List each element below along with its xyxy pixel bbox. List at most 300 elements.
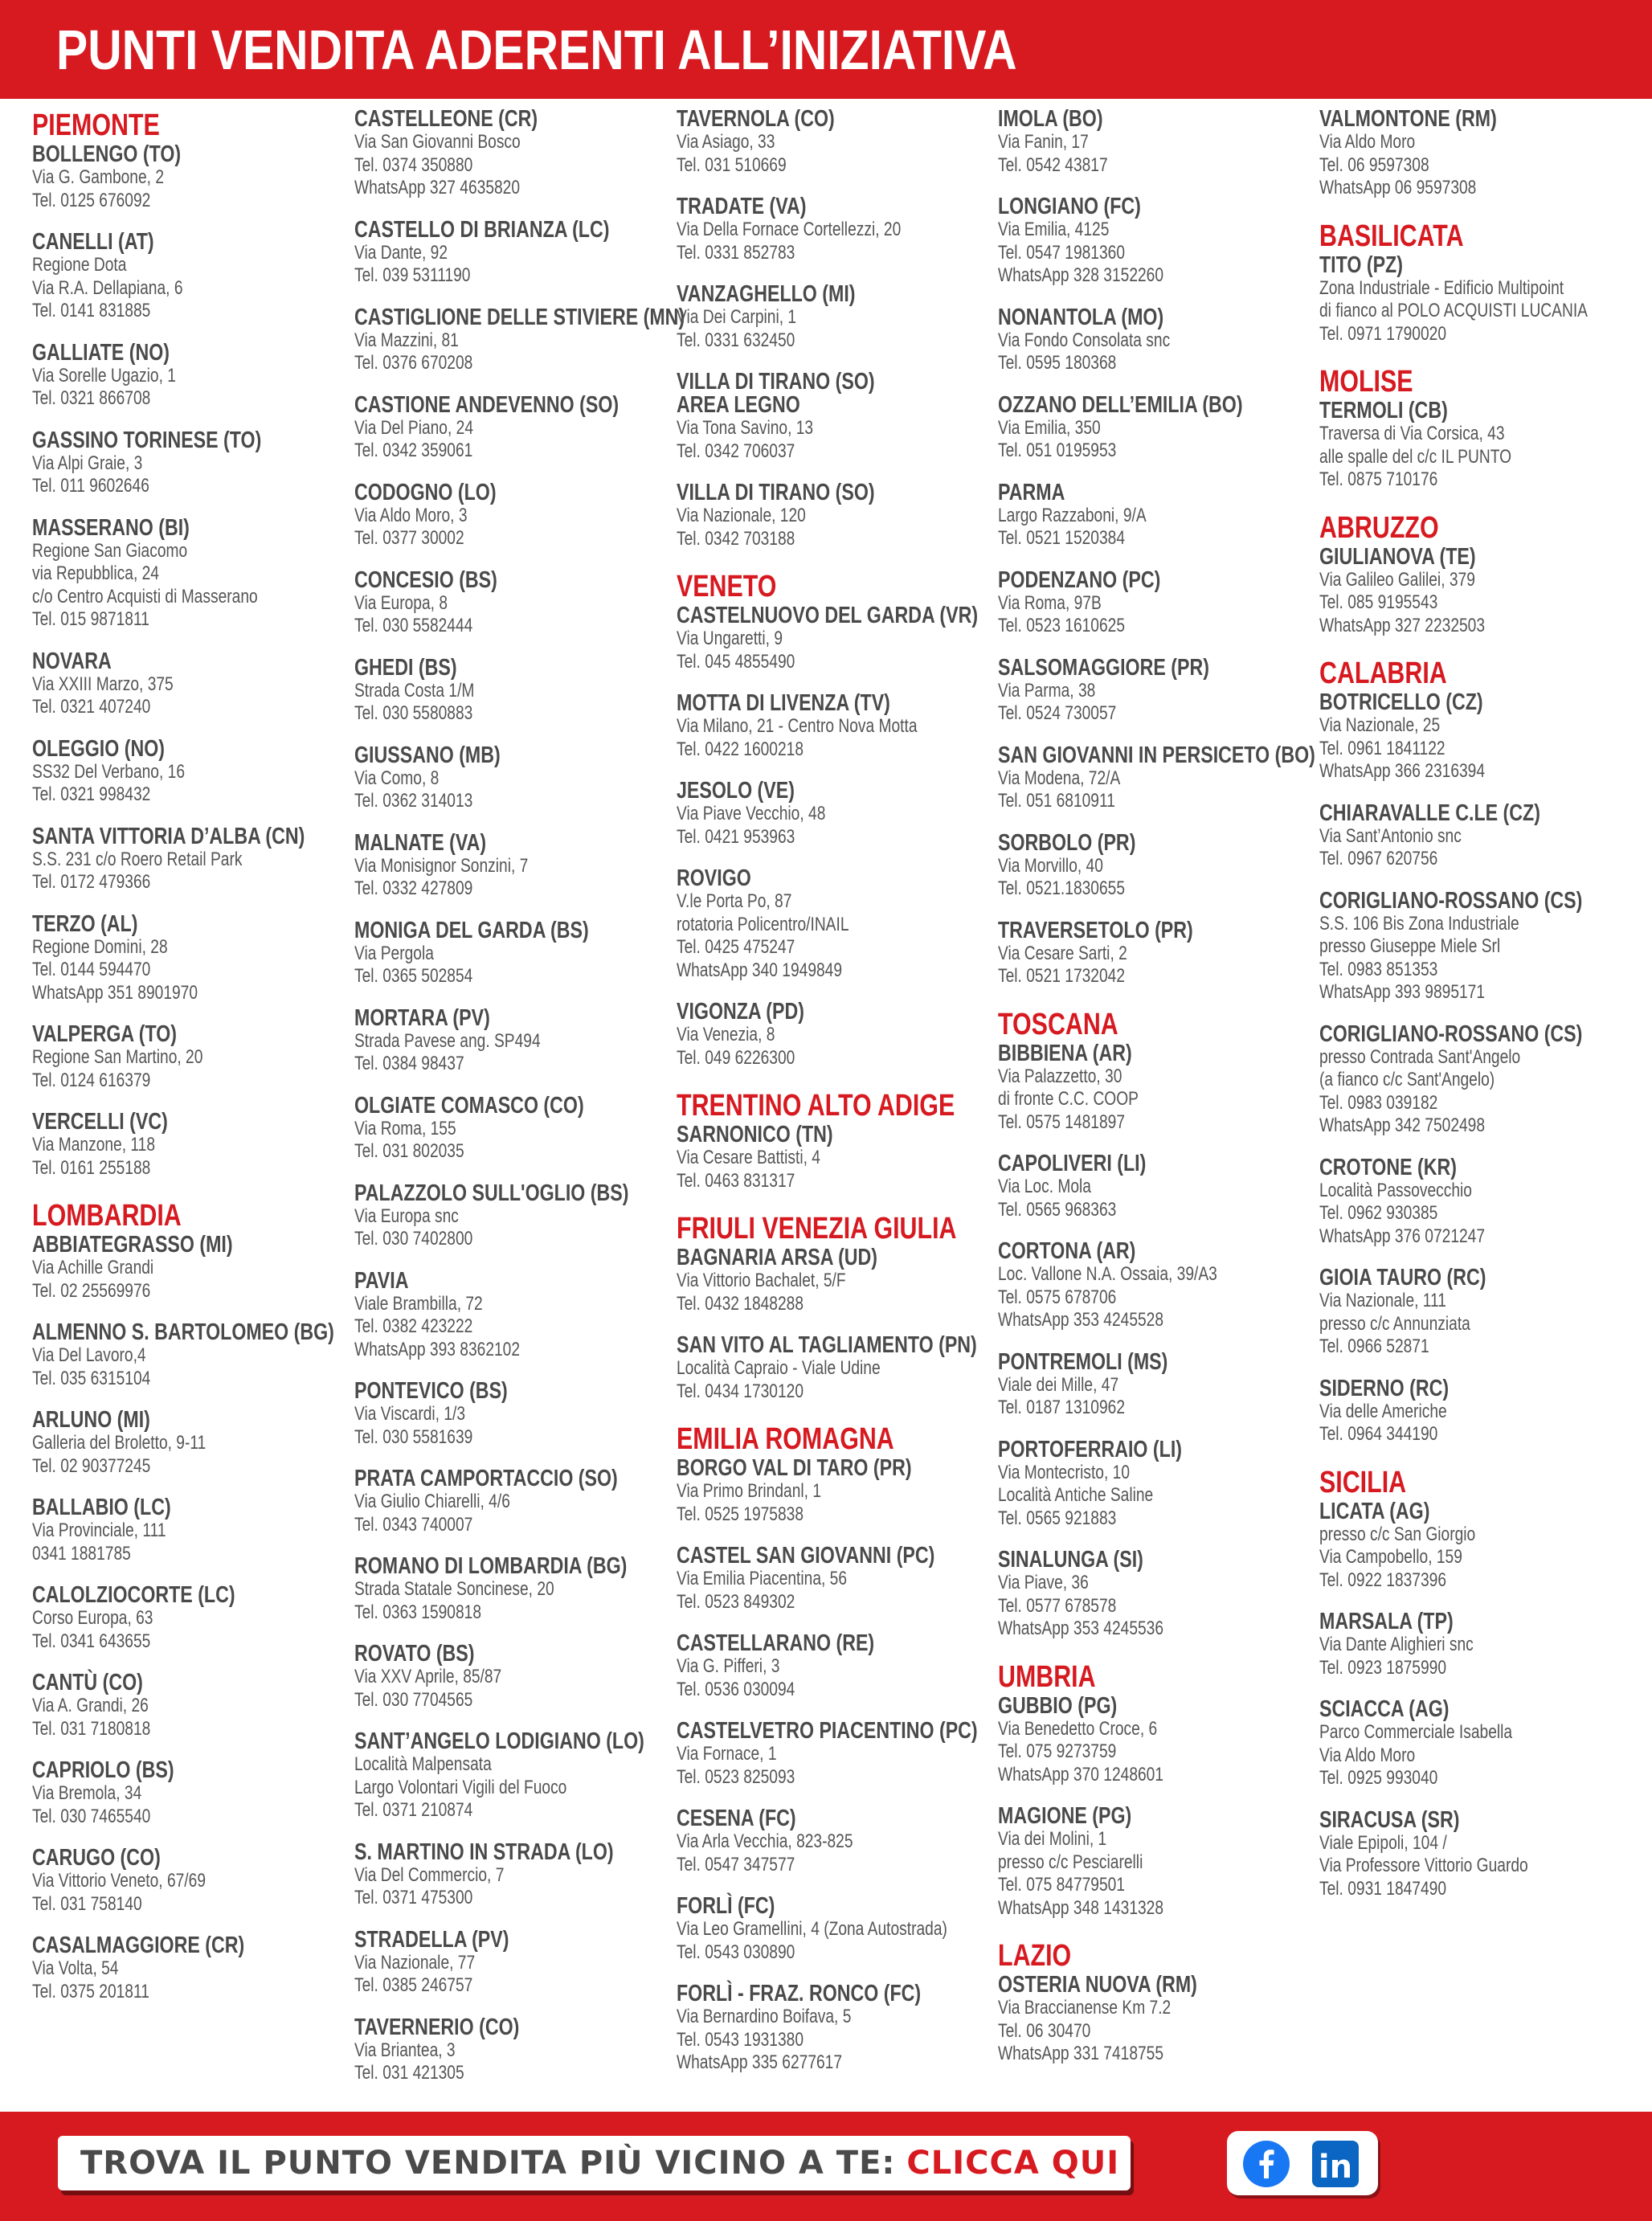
store-entry [677,1895,998,1964]
store-name: ROMANO DI LOMBARDIA (BG) [354,1553,628,1579]
store-name: FORLÌ - FRAZ. RONCO (FC) [677,1981,922,2006]
store-name: VALPERGA (TO) [32,1021,178,1047]
store-detail: Tel. 0382 423222 [354,1315,473,1337]
store-name: BOLLENGO (TO) [32,141,182,167]
column-4 [998,108,1319,2084]
store-detail: Tel. 0547 1981360 [998,241,1126,264]
store-detail: Tel. 0432 1848288 [677,1292,804,1315]
store-detail: Località Capraio - Viale Udine [677,1357,881,1379]
store-entry [354,304,685,375]
store-name: MARSALA (TP) [1319,1609,1454,1634]
store-detail: Largo Volontari Vigili del Fuoco [354,1776,567,1798]
store-entry [1319,1698,1641,1790]
store-entry [354,1004,676,1076]
store-entry [677,1982,998,2075]
store-name: SORBOLO (PR) [998,829,1136,856]
store-name: NOVARA [32,648,112,674]
store-entry [32,429,354,498]
store-detail: Via delle Americhe [1319,1400,1447,1422]
store-entry [354,1642,676,1712]
store-detail: WhatsApp 393 8362102 [354,1338,521,1360]
store-detail: Tel. 0342 703188 [677,527,795,550]
store-detail: Via Montecristo, 10 [998,1461,1130,1483]
store-name: CHIARAVALLE C.LE (CZ) [1319,800,1540,826]
store-detail: Tel. 031 421305 [354,2062,464,2084]
store-detail: Via Emilia, 350 [998,416,1101,439]
store-entry [354,1841,676,1910]
store-name: PONTEVICO (BS) [354,1378,508,1404]
store-detail: Tel. 0536 030094 [677,1678,795,1700]
store-detail: Tel. 030 5580883 [354,702,473,724]
store-detail: rotatoria Policentro/INAIL [677,913,849,935]
region-heading: SICILIA [1319,1465,1407,1499]
store-entry [32,1409,354,1478]
store-entry [1319,887,1641,1004]
store-detail: Tel. 0575 678706 [998,1286,1117,1308]
store-group [998,108,1319,988]
store-detail: Via Manzone, 118 [32,1134,155,1155]
store-name: VILLA DI TIRANO (SO) [677,480,875,505]
store-entry [354,1926,676,1998]
store-name: CASTIGLIONE DELLE STIVIERE (MN) [354,304,685,330]
store-detail: Via Cesare Battisti, 4 [677,1147,820,1168]
store-detail: Via Achille Grandi [32,1257,154,1278]
store-detail: via Repubblica, 24 [32,562,159,584]
store-entry [32,1321,354,1390]
store-group [1319,108,1641,200]
store-name: BIBBIENA (AR) [998,1040,1132,1066]
store-detail: Via Viscardi, 1/3 [354,1403,466,1425]
store-detail: Tel. 0547 347577 [677,1853,795,1875]
store-name: CAPRIOLO (BS) [32,1757,174,1783]
store-entry [677,1807,998,1876]
facebook-icon[interactable] [1243,2141,1290,2187]
store-name: TAVERNOLA (CO) [677,106,835,132]
store-entry [1319,108,1641,200]
store-group [1319,254,1641,346]
store-entry [354,481,676,550]
store-detail: Tel. 0967 620756 [1319,848,1438,869]
store-entry [677,692,998,761]
store-detail: Via Tona Savino, 13 [677,417,814,439]
store-entry [998,1805,1319,1920]
region-heading: PIEMONTE [32,108,160,142]
store-name: VANZAGHELLO (MI) [677,281,856,307]
store-detail: di fronte C.C. COOP [998,1088,1139,1110]
store-name: CASTELLARANO (RE) [677,1630,875,1656]
store-name: NONANTOLA (MO) [998,304,1164,330]
region-heading: BASILICATA [1319,219,1464,253]
store-detail: Tel. 0923 1875990 [1319,1656,1447,1679]
store-name: CARUGO (CO) [32,1845,161,1871]
store-entry [677,779,998,849]
store-group [1319,543,1641,638]
store-entry [1319,1377,1641,1446]
store-detail: Tel. 0365 502854 [354,965,473,987]
store-detail: Via Benedetto Croce, 6 [998,1717,1158,1740]
store-detail: Tel. 031 510669 [677,153,787,176]
store-entry [1319,254,1641,346]
store-group [677,1246,998,1403]
store-entry [998,919,1319,988]
store-detail: Località Passovecchio [1319,1179,1472,1201]
store-detail: Via dei Molini, 1 [998,1828,1107,1850]
store-name: SAN VITO AL TAGLIAMENTO (PN) [677,1332,977,1358]
linkedin-icon[interactable] [1312,2141,1359,2187]
store-detail: Tel. 0595 180368 [998,352,1117,374]
store-entry [354,566,676,638]
store-detail: Via Nazionale, 25 [1319,714,1441,736]
store-name: CASTELNUOVO DEL GARDA (VR) [677,603,979,628]
store-name: ABBIATEGRASSO (MI) [32,1232,233,1258]
region-heading: TOSCANA [998,1007,1118,1041]
region-heading: LAZIO [998,1939,1072,1973]
store-detail: Via Loc. Mola [998,1176,1091,1197]
store-detail: Tel. 0321 866708 [32,387,151,409]
store-entry [677,108,998,177]
store-detail: Tel. 0371 475300 [354,1887,473,1908]
store-detail: WhatsApp 327 2232503 [1319,614,1486,636]
store-entry [354,1730,676,1822]
store-group [32,143,354,1180]
store-detail: Strada Statale Soncinese, 20 [354,1578,554,1600]
store-entry [1319,1266,1641,1359]
store-detail: Tel. 049 6226300 [677,1046,795,1069]
store-group [677,1123,998,1192]
store-name: MASSERANO (BI) [32,514,190,541]
store-name: CALOLZIOCORTE (LC) [32,1582,235,1608]
store-detail: Tel. 031 758140 [32,1892,142,1915]
store-name: OZZANO DELL’EMILIA (BO) [998,391,1243,418]
store-detail: WhatsApp 376 0721247 [1319,1225,1486,1247]
store-detail: Tel. 0343 740007 [354,1513,473,1536]
store-name: SIRACUSA (SR) [1319,1806,1460,1833]
store-detail: Via Sorelle Ugazio, 1 [32,364,176,387]
store-detail: Via Roma, 97B [998,591,1102,614]
store-entry [32,339,354,411]
store-detail: Via Alpi Graie, 3 [32,452,143,474]
store-entry [998,1548,1319,1641]
store-entry [998,195,1319,288]
store-entry [998,829,1319,901]
store-name: GHEDI (BS) [354,654,457,681]
store-detail: Via Campobello, 159 [1319,1546,1462,1568]
store-name: SALSOMAGGIORE (PR) [998,654,1209,681]
store-group [998,1042,1319,1641]
store-detail: Tel. 045 4855490 [677,650,795,673]
store-entry [677,283,998,352]
store-detail: Tel. 0342 359061 [354,440,473,461]
store-entry [677,1457,998,1526]
region-heading: VENETO [677,570,777,603]
store-entry [32,1496,354,1565]
store-detail: Via Aldo Moro [1319,131,1416,153]
store-name: TERMOLI (CB) [1319,398,1448,423]
store-detail: Regione Domini, 28 [32,935,168,958]
store-entry [354,1555,676,1624]
store-detail: Via Emilia, 4125 [998,219,1110,240]
store-detail: Via Arla Vecchia, 823-825 [677,1830,853,1852]
store-name: SCIACCA (AG) [1319,1696,1450,1722]
store-entry [1319,399,1641,492]
store-detail: WhatsApp 342 7502498 [1319,1115,1486,1136]
store-entry [998,108,1319,177]
store-entry [32,1233,354,1303]
linkedin-label: in [1318,2149,1353,2186]
store-detail: Tel. 0144 594470 [32,959,151,980]
store-group [1319,399,1641,492]
store-detail: Via Fornace, 1 [677,1743,777,1765]
store-name: CORIGLIANO-ROSSANO (CS) [1319,1021,1583,1047]
store-entry [354,216,676,288]
store-detail: Località Antiche Saline [998,1484,1154,1506]
store-detail: Tel. 0542 43817 [998,153,1108,176]
store-detail: Via XXIII Marzo, 375 [32,673,174,695]
store-detail: Tel. 051 0195953 [998,440,1117,461]
store-entry [1319,543,1641,638]
store-detail: Tel. 085 9195543 [1319,591,1438,613]
store-name: VALMONTONE (RM) [1319,106,1497,132]
store-detail: Tel. 0931 1847490 [1319,1877,1447,1900]
store-entry [354,1467,676,1536]
find-store-button[interactable] [58,2136,1131,2190]
store-name: MORTARA (PV) [354,1004,490,1031]
store-group [1319,691,1641,1446]
store-name: TITO (PZ) [1319,252,1403,278]
store-detail: Via Aldo Moro [1319,1744,1416,1766]
store-group [32,1233,354,2003]
store-detail: Viale dei Mille, 47 [998,1373,1119,1396]
store-name: CROTONE (KR) [1319,1154,1457,1180]
store-detail: Strada Pavese ang. SP494 [354,1029,541,1052]
store-detail: Via Cesare Sarti, 2 [998,942,1127,964]
store-detail: Tel. 0374 350880 [354,153,473,176]
store-entry [998,566,1319,638]
column-3 [677,108,998,2093]
store-entry [32,825,354,894]
store-entry [354,744,676,813]
store-name: PONTREMOLI (MS) [998,1348,1168,1375]
store-detail: Via Europa snc [354,1205,459,1227]
store-detail: WhatsApp 328 3152260 [998,264,1164,286]
store-name: TAVERNERIO (CO) [354,2014,520,2040]
store-name: BALLABIO (LC) [32,1495,171,1520]
store-entry [1319,1156,1641,1249]
store-name: OLGIATE COMASCO (CO) [354,1092,584,1119]
store-name: SARNONICO (TN) [677,1122,833,1147]
store-detail: Tel. 0925 993040 [1319,1767,1438,1789]
region-heading: UMBRIA [998,1659,1096,1694]
region-heading: MOLISE [1319,365,1413,399]
store-entry [998,1348,1319,1420]
store-detail: Via San Giovanni Bosco [354,131,521,153]
store-name: OLEGGIO (NO) [32,735,165,762]
store-detail: Tel. 0377 30002 [354,527,464,549]
store-name: S. MARTINO IN STRADA (LO) [354,1839,614,1865]
store-entry [677,1632,998,1701]
store-detail: Tel. 0922 1837396 [1319,1569,1447,1591]
store-detail: presso c/c San Giorgio [1319,1523,1476,1545]
store-entry [354,1380,676,1449]
store-entry [32,1934,354,2003]
store-detail: Via Venezia, 8 [677,1024,775,1045]
store-detail: Tel. 0961 1841122 [1319,737,1446,759]
store-detail: Via Dei Carpini, 1 [677,306,797,328]
store-name: PRATA CAMPORTACCIO (SO) [354,1466,618,1491]
store-detail: WhatsApp 393 9895171 [1319,981,1486,1003]
store-group [677,108,998,550]
store-detail: Tel. 030 7465540 [32,1805,151,1827]
store-name: CANTÙ (CO) [32,1670,143,1695]
store-name: PODENZANO (PC) [998,566,1161,593]
store-name: ALMENNO S. BARTOLOMEO (BG) [32,1319,334,1345]
store-detail: Tel. 0521 1520384 [998,527,1126,549]
store-detail: Via Della Fornace Cortellezzi, 20 [677,219,902,240]
store-name: CASTEL SAN GIOVANNI (PC) [677,1543,935,1569]
store-name: STRADELLA (PV) [354,1926,509,1953]
store-detail: Corso Europa, 63 [32,1607,153,1629]
store-detail: WhatsApp 335 6277617 [677,2051,843,2073]
store-detail: Tel. 075 84779501 [998,1874,1126,1896]
store-detail: Via Briantea, 3 [354,2039,456,2061]
store-detail: Via Nazionale, 111 [1319,1290,1446,1311]
store-entry [677,370,998,463]
store-detail: Tel. 011 9602646 [32,475,149,497]
store-name: PARMA [998,479,1065,505]
store-name: CASALMAGGIORE (CR) [32,1933,245,1958]
store-detail: Tel. 0363 1590818 [354,1601,482,1623]
store-detail: SS32 Del Verbano, 16 [32,760,186,783]
store-detail: Strada Costa 1/M [354,679,475,701]
region-heading: TRENTINO ALTO ADIGE [677,1089,955,1123]
store-detail: Tel. 06 30470 [998,2019,1091,2042]
store-detail: Tel. 0577 678578 [998,1594,1117,1617]
store-detail: Tel. 0463 831317 [677,1169,795,1192]
store-detail: Tel. 0565 921883 [998,1507,1117,1529]
store-name: GIOIA TAURO (RC) [1319,1265,1486,1290]
store-detail: WhatsApp 327 4635820 [354,177,521,198]
store-name: CESENA (FC) [677,1806,796,1831]
store-detail: Zona Industriale - Edificio Multipoint [1319,276,1564,299]
page-title: PUNTI VENDITA ADERENTI ALL’INIZIATIVA [56,18,1017,81]
store-detail: WhatsApp 353 4245528 [998,1309,1164,1331]
store-name: SAN GIOVANNI IN PERSICETO (BO) [998,742,1315,768]
store-entry [677,1334,998,1403]
store-detail: Via Ungaretti, 9 [677,628,783,649]
footer-bar [0,2112,1652,2221]
store-group [1319,1500,1641,1901]
store-entry [354,656,676,726]
store-detail: Tel. 0983 851353 [1319,958,1438,980]
store-detail: Tel. 0332 427809 [354,877,473,899]
store-detail: Parco Commerciale Isabella [1319,1721,1513,1743]
store-detail: Tel. 0125 676092 [32,189,151,211]
store-name: SANT’ANGELO LODIGIANO (LO) [354,1728,644,1754]
store-detail: WhatsApp 353 4245536 [998,1618,1164,1639]
store-entry [998,1042,1319,1135]
store-detail: Tel. 030 5582444 [354,615,473,636]
store-detail: Via Giulio Chiarelli, 4/6 [354,1491,510,1512]
store-detail: Tel. 0172 479366 [32,871,151,893]
store-detail: Via Piave Vecchio, 48 [677,803,826,824]
store-detail: Tel. 0331 632450 [677,329,795,351]
page-header [0,0,1652,99]
social-links [1227,2131,1378,2195]
store-name: SANTA VITTORIA D’ALBA (CN) [32,823,305,849]
store-name: CASTELLEONE (CR) [354,106,538,132]
store-detail: Tel. 0523 849302 [677,1590,795,1613]
store-name: JESOLO (VE) [677,778,795,804]
store-detail: Tel. 031 802035 [354,1140,464,1162]
store-detail: Via Morvillo, 40 [998,854,1103,877]
store-detail: Galleria del Broletto, 9-11 [32,1432,206,1454]
store-name: CORIGLIANO-ROSSANO (CS) [1319,887,1583,914]
store-name: ROVATO (BS) [354,1641,475,1667]
store-entry [354,1267,676,1362]
store-group [677,604,998,1070]
store-detail: Traversa di Via Corsica, 43 [1319,423,1505,444]
store-entry [998,1692,1319,1787]
store-name: LICATA (AG) [1319,1498,1430,1524]
store-detail: Tel. 031 7180818 [32,1717,151,1740]
store-entry [998,1438,1319,1531]
store-detail: Via Roma, 155 [354,1117,456,1139]
store-name: VIGONZA (PD) [677,999,804,1025]
store-detail: Via G. Gambone, 2 [32,166,165,188]
store-detail: Tel. 0964 344190 [1319,1423,1438,1445]
region-heading: LOMBARDIA [32,1199,182,1233]
column-2 [354,106,685,2104]
store-detail: Via Dante, 92 [354,241,448,264]
store-group [354,106,685,2085]
store-group [677,1457,998,2075]
store-entry [677,1720,998,1789]
store-detail: Tel. 030 7402800 [354,1228,473,1250]
store-name: MALNATE (VA) [354,829,487,856]
store-detail: S.S. 231 c/o Roero Retail Park [32,848,243,870]
store-detail: Via Fanin, 17 [998,131,1089,153]
store-detail: Via Monisignor Sonzini, 7 [354,854,529,877]
cta-link[interactable]: CLICCA QUI [906,2145,1120,2182]
store-detail: Regione Dota [32,254,127,276]
store-entry [998,1974,1319,2066]
store-name: VILLA DI TIRANO (SO) [677,369,875,395]
store-detail: (a fianco c/c Sant'Angelo) [1319,1069,1495,1090]
store-entry [1319,1806,1641,1901]
store-detail: Tel. 0565 968363 [998,1198,1117,1221]
store-detail: presso Contrada Sant'Angelo [1319,1045,1521,1068]
store-name: CASTIONE ANDEVENNO (SO) [354,391,620,418]
column-5 [1319,108,1641,1919]
store-detail: 0341 1881785 [32,1542,131,1565]
store-entry [998,1240,1319,1332]
store-name: BORGO VAL DI TARO (PR) [677,1455,912,1481]
region-heading: ABRUZZO [1319,510,1439,545]
store-detail: Tel. 0385 246757 [354,1974,473,1996]
store-detail: Tel. 035 6315104 [32,1367,151,1389]
store-entry [32,735,354,807]
store-name: SINALUNGA (SI) [998,1547,1143,1573]
column-1 [32,108,354,2022]
store-detail: WhatsApp 370 1248601 [998,1763,1164,1785]
store-name: TRAVERSETOLO (PR) [998,917,1193,943]
store-detail: Tel. 0971 1790020 [1319,322,1447,345]
store-name: CASTELVETRO PIACENTINO (PC) [677,1718,978,1744]
store-entry [32,910,354,1005]
store-entry [32,1847,354,1916]
store-detail: Tel. 0341 643655 [32,1630,151,1652]
store-detail: Via Mazzini, 81 [354,329,459,351]
